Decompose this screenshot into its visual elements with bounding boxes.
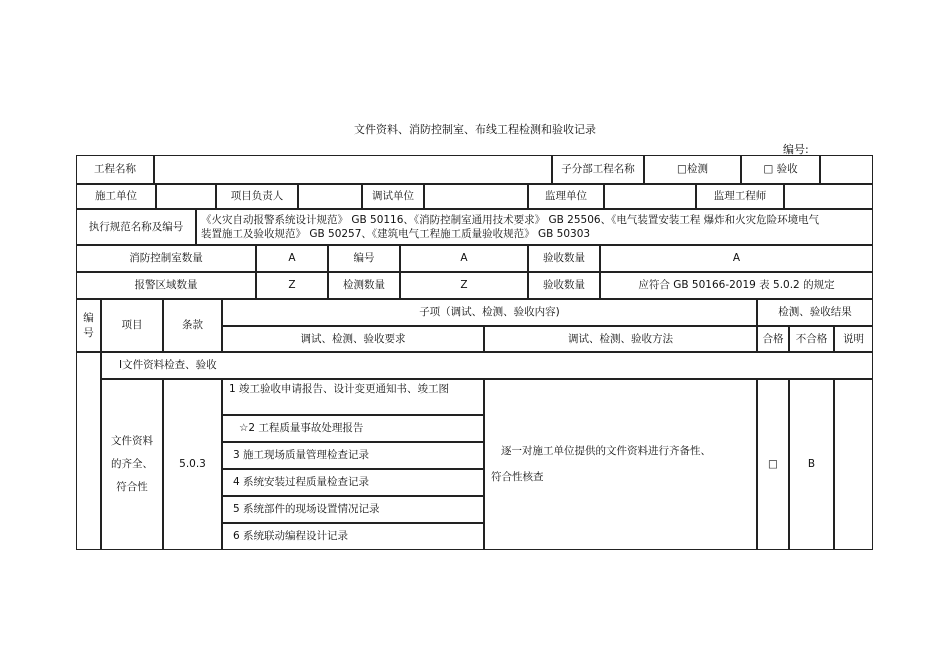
requirement-header: 调试、检测、验收要求 <box>222 326 484 352</box>
project-manager-value[interactable] <box>298 184 362 209</box>
no-label-2: 号 <box>83 326 94 339</box>
no-label-1: 编 <box>83 312 94 325</box>
test-count-label: 检测数量 <box>328 272 400 299</box>
inspection-table <box>77 156 874 551</box>
debug-unit-label: 调试单位 <box>362 184 424 209</box>
construction-unit-value[interactable] <box>156 184 216 209</box>
standards-label: 执行规范名称及编号 <box>76 209 196 245</box>
section-title: Ⅰ文件资料检查、验收 <box>101 352 873 379</box>
document-title: 文件资料、消防控制室、布线工程检测和验收记录 <box>354 123 596 136</box>
accept-count-label: 验收数量 <box>528 245 600 272</box>
document-number-label: 编号: <box>783 143 809 156</box>
requirement-row-2: ☆2 工程质量事故处理报告 <box>222 415 484 442</box>
subproject-value[interactable] <box>820 155 873 184</box>
alarm-zone-count-label: 报警区域数量 <box>76 272 256 299</box>
accept-option[interactable]: □ 验收 <box>741 155 820 184</box>
accept-count-value: A <box>600 245 873 272</box>
supervision-engineer-label: 监理工程师 <box>696 184 784 209</box>
requirement-row-6: 6 系统联动编程设计记录 <box>222 523 484 550</box>
item-name-line-1: 文件资料 <box>111 434 153 447</box>
note-header: 说明 <box>834 326 873 352</box>
number-label: 编号 <box>328 245 400 272</box>
standards-line-1: 《火灾自动报警系统设计规范》 GB 50116、《消防控制室通用技术要求》 GB 25506、《电气装置安装工程 爆炸和火灾危险环境电气 <box>201 213 820 226</box>
section-no-cell <box>76 352 101 550</box>
debug-unit-value[interactable] <box>424 184 528 209</box>
standards-line-2: 装置施工及验收规范》 GB 50257、《建筑电气工程施工质量验收规范》 GB 50303 <box>201 228 591 240</box>
method-header: 调试、检测、验收方法 <box>484 326 757 352</box>
subitem-header: 子项（调试、检测、验收内容) <box>222 299 757 326</box>
requirement-row-1: 1 竣工验收申请报告、设计变更通知书、竣工图 <box>222 379 484 415</box>
clause-column-header: 条款 <box>163 299 222 352</box>
subproject-name-label: 子分部工程名称 <box>552 155 644 184</box>
item-name-cell <box>101 379 163 550</box>
item-name-line-3: 符合性 <box>116 481 148 494</box>
check-option[interactable]: □检测 <box>644 155 741 184</box>
accept-count-2-label: 验收数量 <box>528 272 600 299</box>
requirement-row-4: 4 系统安装过程质量检查记录 <box>222 469 484 496</box>
project-name-value[interactable] <box>154 155 552 184</box>
item-name-line-2: 的齐全、 <box>111 457 153 470</box>
fail-value: B <box>789 379 834 550</box>
project-name-label: 工程名称 <box>76 155 154 184</box>
standards-value <box>196 209 873 245</box>
control-room-count-value: A <box>256 245 328 272</box>
item-column-header: 项目 <box>101 299 163 352</box>
note-value[interactable] <box>834 379 873 550</box>
requirement-row-5: 5 系统部件的现场设置情况记录 <box>222 496 484 523</box>
clause-value: 5.0.3 <box>163 379 222 550</box>
result-header: 检测、验收结果 <box>757 299 873 326</box>
supervision-unit-value[interactable] <box>604 184 696 209</box>
number-value: A <box>400 245 528 272</box>
accept-count-2-value: 应符合 GB 50166-2019 表 5.0.2 的规定 <box>600 272 873 299</box>
pass-checkbox[interactable]: □ <box>757 379 789 550</box>
requirement-row-3: 3 施工现场质量管理检查记录 <box>222 442 484 469</box>
construction-unit-label: 施工单位 <box>76 184 156 209</box>
control-room-count-label: 消防控制室数量 <box>76 245 256 272</box>
test-count-value: Z <box>400 272 528 299</box>
project-manager-label: 项目负责人 <box>216 184 298 209</box>
method-cell <box>484 379 757 550</box>
no-column-header <box>76 299 101 352</box>
pass-header: 合格 <box>757 326 789 352</box>
supervision-engineer-value[interactable] <box>784 184 873 209</box>
supervision-unit-label: 监理单位 <box>528 184 604 209</box>
method-line-2: 符合性核查 <box>491 470 544 483</box>
alarm-zone-count-value: Z <box>256 272 328 299</box>
method-line-1: 逐一对施工单位提供的文件资料进行齐备性、 <box>501 445 711 458</box>
fail-header: 不合格 <box>789 326 834 352</box>
